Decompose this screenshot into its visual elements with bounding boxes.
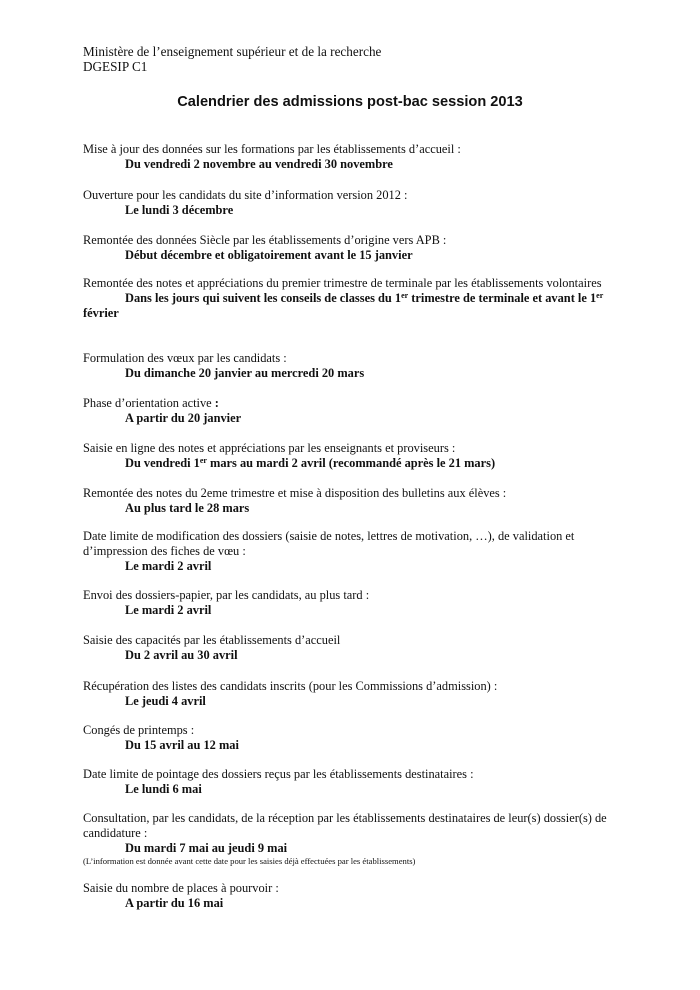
calendar-entry-spring-holidays <box>83 723 623 753</box>
entry-description: Mise à jour des données sur les formations par les établissements d’accueil : <box>83 142 461 156</box>
entry-description: Phase d’orientation active : <box>83 396 219 410</box>
calendar-entry-formations-update <box>83 142 623 172</box>
entry-description: Date limite de modification des dossiers (saisie de notes, lettres de motivation, …), de validation et d’impression des fiches de vœu : <box>83 529 575 558</box>
department-code: DGESIP C1 <box>83 59 148 74</box>
entry-description: Saisie en ligne des notes et appréciations par les enseignants et proviseurs : <box>83 441 456 455</box>
entry-date: Le mardi 2 avril <box>125 603 212 617</box>
entry-date: Le lundi 6 mai <box>125 782 202 796</box>
calendar-entry-online-grades <box>83 441 623 471</box>
calendar-entry-siecle-data <box>83 233 623 263</box>
entry-description: Consultation, par les candidats, de la réception par les établissements destinataires de leur(s) dossier(s) de candidature : <box>83 811 607 840</box>
document-header <box>83 44 381 74</box>
entry-description: Date limite de pointage des dossiers reçus par les établissements destinataires : <box>83 767 474 781</box>
entry-date: Du vendredi 2 novembre au vendredi 30 novembre <box>125 157 393 171</box>
entry-description: Ouverture pour les candidats du site d’information version 2012 : <box>83 188 408 202</box>
ministry-name: Ministère de l’enseignement supérieur et de la recherche <box>83 44 382 59</box>
calendar-entry-file-check <box>83 767 623 797</box>
entry-date: Le lundi 3 décembre <box>125 203 234 217</box>
entry-description: Saisie du nombre de places à pourvoir : <box>83 881 279 895</box>
entry-description: Remontée des notes et appréciations du premier trimestre de terminale par les établissements volontaires <box>83 276 602 290</box>
entry-description: Envoi des dossiers-papier, par les candidats, au plus tard : <box>83 588 370 602</box>
page-title: Calendrier des admissions post-bac session 2013 <box>177 94 523 110</box>
entry-description: Saisie des capacités par les établissements d’accueil <box>83 633 341 647</box>
entry-date: Le jeudi 4 avril <box>125 694 206 708</box>
entry-date: Dans les jours qui suivent les conseils de classes du 1er trimestre de terminale et avant le 1er février <box>83 291 604 320</box>
entry-date: A partir du 20 janvier <box>125 411 242 425</box>
entry-date: Début décembre et obligatoirement avant le 15 janvier <box>125 248 413 262</box>
calendar-entry-site-opening <box>83 188 623 218</box>
entry-date: Au plus tard le 28 mars <box>125 501 250 515</box>
entry-date: Du 15 avril au 12 mai <box>125 738 239 752</box>
entry-description: Remontée des notes du 2eme trimestre et mise à disposition des bulletins aux élèves : <box>83 486 507 500</box>
entry-description: Congés de printemps : <box>83 723 195 737</box>
entry-description: Récupération des listes des candidats inscrits (pour les Commissions d’admission) : <box>83 679 498 693</box>
entry-note: (L’information est donnée avant cette date pour les saisies déjà effectuées par les établissements) <box>83 856 416 866</box>
calendar-entry-file-deadline <box>83 529 623 574</box>
calendar-entry-capacities <box>83 633 623 663</box>
entry-description: Remontée des données Siècle par les établissements d’origine vers APB : <box>83 233 447 247</box>
entry-date: Le mardi 2 avril <box>125 559 212 573</box>
entry-date: Du mardi 7 mai au jeudi 9 mai <box>125 841 288 855</box>
entry-date: Du dimanche 20 janvier au mercredi 20 mars <box>125 366 365 380</box>
calendar-entry-first-term-grades <box>83 276 623 321</box>
calendar-entry-second-term <box>83 486 623 516</box>
calendar-entry-wishes <box>83 351 623 381</box>
entry-date: Du 2 avril au 30 avril <box>125 648 238 662</box>
calendar-entry-reception-check <box>83 811 623 867</box>
calendar-entry-candidate-lists <box>83 679 623 709</box>
entry-date: A partir du 16 mai <box>125 896 224 910</box>
calendar-entry-paper-files <box>83 588 623 618</box>
calendar-entry-active-orientation <box>83 396 623 426</box>
entry-description: Formulation des vœux par les candidats : <box>83 351 287 365</box>
calendar-entry-places <box>83 881 623 911</box>
entry-date: Du vendredi 1er mars au mardi 2 avril (recommandé après le 21 mars) <box>125 456 496 470</box>
